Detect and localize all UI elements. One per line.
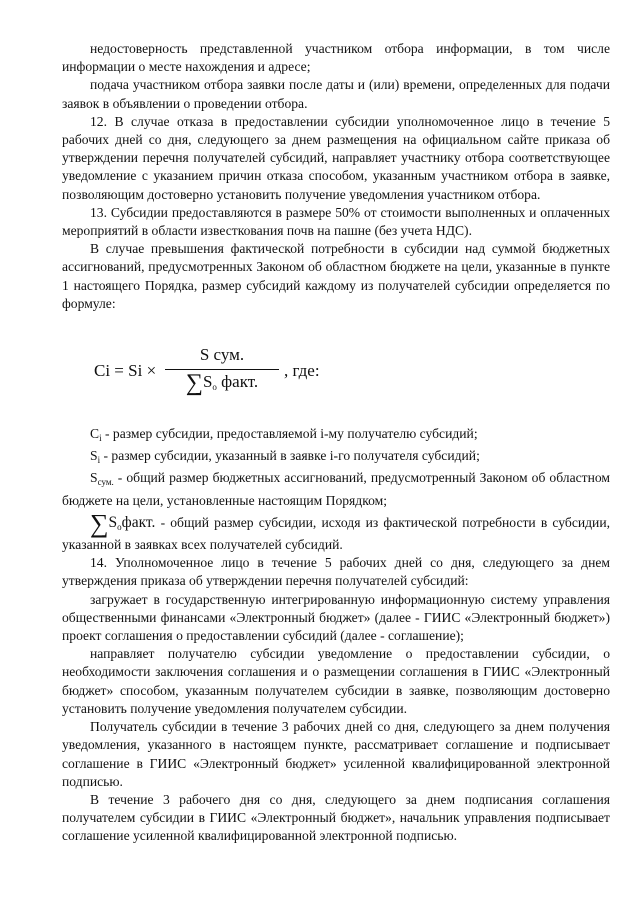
sum-sub: о	[117, 521, 122, 532]
ssum-sub: сум.	[97, 477, 114, 488]
paragraph-late-submission: подача участником отбора заявки после даты и (или) времени, определенных для подачи заявок в объявлении о проведении отбора.	[62, 77, 610, 111]
paragraph-recipient-signs: Получатель субсидии в течение 3 рабочих дней со дня, следующего за днем получения уведомления, указанного в настоящем пункте, рассматривает соглашение и подписывает соглашение в ГИИС «Электронный бюджет» усиленной квалифицированной электронной подписью.	[62, 719, 610, 789]
sum-tail: факт.	[121, 513, 156, 531]
si-text: - размер субсидии, указанный в заявке i-го получателя субсидий;	[100, 448, 480, 464]
sum-text: - общий размер субсидии, исходя из фактической потребности в субсидии, указанной в заявках всех получателей субсидий.	[62, 514, 610, 553]
definition-sum-fact	[62, 508, 610, 554]
paragraph-upload-draft: загружает в государственную интегрированную информационную систему управления общественными финансами «Электронный бюджет» (далее - ГИИС «Электронный бюджет») проект соглашения о предоставлении субсидий (далее - соглашение);	[62, 591, 610, 644]
sum-sigma-symbol: ∑	[90, 508, 109, 538]
sum-s: S	[108, 513, 118, 531]
paragraph-unreliable-info: недостоверность представленной участником отбора информации, в том числе информации о месте нахождения и адресе;	[62, 41, 610, 75]
ci-symbol: C	[90, 426, 100, 442]
formula-lhs: Ci = Si ×	[94, 361, 157, 381]
paragraph-excess-demand: В случае превышения фактической потребности в субсидии над суммой бюджетных ассигнований, предусмотренных Законом об областном бюджете на цели, указанные в пункте 1 настоящего Порядка, размер субсидий каждому из получателей субсидии определяется по формуле:	[62, 241, 610, 311]
si-symbol: S	[90, 448, 98, 464]
formula-numerator: S сум.	[199, 345, 245, 365]
formula-tail: , где:	[284, 361, 320, 381]
si-sub: i	[97, 455, 101, 466]
ci-sub: i	[99, 433, 102, 444]
den-s: S	[202, 372, 213, 392]
paragraph-head-signs: В течение 3 рабочего дня со дня, следующего за днем подписания соглашения получателем субсидии в ГИИС «Электронный бюджет», начальник управления подписывает соглашение усиленной квалифицированной электронной подписью.	[62, 791, 610, 844]
paragraph-13-subsidy-size: 13. Субсидии предоставляются в размере 50% от стоимости выполненных и оплаченных мероприятий в области известкования почв на пашне (без учета НДС).	[62, 204, 610, 239]
paragraph-12-refusal: 12. В случае отказа в предоставлении субсидии уполномоченное лицо в течение 5 рабочих дней со дня, следующего за днем размещения на официальном сайте приказа об утверждении перечня получателей субсидий, направляет участнику отбора соответствующее уведомление с указанием причин отказа способом, указанным участником отбора в заявке, позволяющим достоверно установить получение уведомления участником отбора.	[62, 113, 610, 202]
sigma-symbol: ∑	[185, 370, 203, 397]
den-sub: о	[212, 382, 217, 393]
subsidy-formula	[62, 325, 610, 417]
formula-fraction	[163, 345, 281, 397]
ssum-symbol: S	[90, 470, 98, 486]
formula-denominator	[163, 370, 281, 397]
definition-ssum	[62, 469, 610, 509]
document-page	[62, 40, 610, 846]
paragraph-send-notice: направляет получателю субсидии уведомление о предоставлении субсидии, о необходимости заключения соглашения и о размещении соглашения в ГИИС «Электронный бюджет» способом, указанным получателем субсидии в заявке, позволяющим достоверно установить получение уведомления получателем субсидии.	[62, 646, 610, 716]
ssum-text: - общий размер бюджетных ассигнований, предусмотренный Законом об областном бюджете на цели, установленные настоящим Порядком;	[62, 470, 610, 508]
paragraph-14-agreement: 14. Уполномоченное лицо в течение 5 рабочих дней со дня, следующего за днем утверждения приказа об утверждении перечня получателей субсидий:	[62, 555, 610, 589]
ci-text: - размер субсидии, предоставляемой i-му получателю субсидий;	[101, 426, 478, 442]
den-tail: факт.	[216, 372, 259, 392]
definition-ci	[62, 425, 610, 447]
definition-si	[62, 447, 610, 469]
